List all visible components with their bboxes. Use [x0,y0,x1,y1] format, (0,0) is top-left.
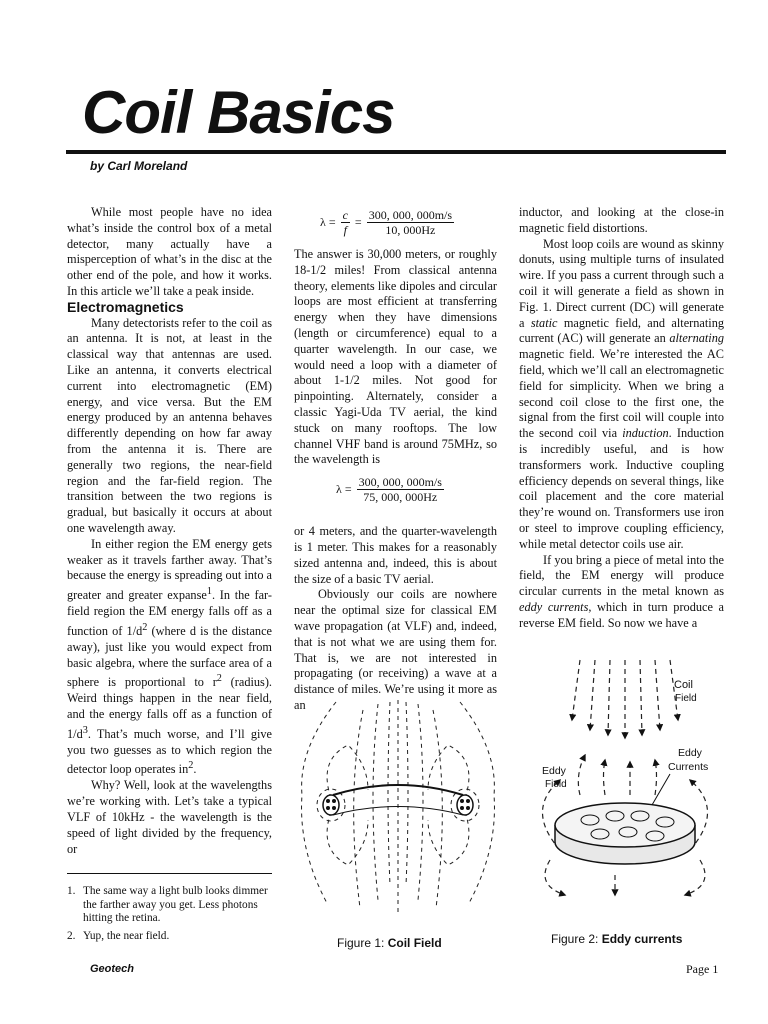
footnote-ref-1: 1 [206,586,212,598]
label-eddy-field-1: Eddy [542,765,566,777]
paragraph-intro: While most people have no idea what’s inside the control box of a metal detector, many actually have a misperception of what’s in the disc at the other end of the pole, and how it works. In this article we’ll take a peak inside. [67,205,272,298]
page-number: Page 1 [686,962,719,976]
label-eddy-currents-2: Currents [668,761,709,773]
paragraph-coils: Obviously our coils are nowhere near the optimal size for classical EM wave propagation (at VLF) and, indeed, that is not what we are using them for. That is, we are not interested in propagating (or receiving) a wave at a distance of miles. We’re using it more as an [294,587,497,712]
figure-2-eddy-currents [520,650,720,930]
paragraph-loop-coils: Most loop coils are wound as skinny donuts, using multiple turns of insulated wire. If you pass a current through such a coil it will generate a field as shown in Fig. 1. Direct current (DC) will generate a static magnetic field, and alternating current (AC) will generate an alternating magnetic field. We’re interested the AC field, which we’ll call an electromagnetic field for simplicity. When we bring a second coil close to the first one, the signal from the first coil will couple into the second coil via induction. Induction is incredibly useful, and is how transformers work. Inductive coupling efficiency depends on several things, like coil placement and the core material they’re wound on. Transformers use iron or steel to improve coupling efficiency, while metal detector coils use air. [519,236,724,551]
article-title: Coil Basics [82,79,395,146]
section-heading-electromagnetics: Electromagnetics [67,298,184,315]
paragraph-eddy: If you bring a piece of metal into the field, the EM energy will produce circular currents in the metal known as eddy currents, which in turn produce a reverse EM field. So now we have a [519,552,724,630]
byline: by Carl Moreland [90,159,188,173]
label-coil: Coil [674,679,693,691]
column-3 [519,205,724,632]
title-rule [66,150,726,154]
equation-wavelength-vlf: λ = $\frac{c}{f}$ = $\frac{300, 000, 000m/s}{10, 000Hz}$ [320,208,453,237]
footer-publisher: Geotech [90,963,135,975]
column-1 [67,205,272,857]
footnote-1: 1. The same way a light bulb looks dimmer the farther away you get. Less photons hitting the retina. [67,885,268,924]
paragraph-antenna: Many detectorists refer to the coil as an antenna. It is not, at least in the classical way that antennas are used. Like an antenna, it converts electrical current into electromagnetic (EM) energy, and vice versa. But the EM energy produced by an antenna behaves differently depending on how far away from the antenna it is. There are generally two regions, the near-field region and the far-field region. The transition between the two regions is gradual, but basically it occurs at about one wavelength away. [67,315,272,535]
label-coil-field: Field [675,693,697,704]
footnotes [67,885,272,947]
figure-1-coil-field [298,690,498,930]
label-eddy-field-2: Field [545,779,567,790]
paragraph-energy: In either region the EM energy gets weaker as it travels farther away. That’s because the energy is spreading out into a greater and greater expanse$^1$. In the far-field region the EM energy falls off as a function of $1/d^2$ (where d is the distance away), just like you would expect from basic algebra, where the surface area of a sphere is proportional to $r^2$ (radius). Weird things happen in the near field, and the energy falls off as a function of $1/d^3$. That’s much worse, and I’ll give you two guesses as to which region the detector loop operates $in^2$. [67,536,273,777]
figure-2-caption: Figure 2: Eddy currents [551,932,683,946]
paragraph-wavelength: Why? Well, look at the wavelengths we’re working with. Let’s take a typical VLF of 10kHz - the wavelength is the speed of light divided by the frequency, or [67,778,272,856]
footnote-2: 2. Yup, the near field. [67,929,170,942]
equation-wavelength-vhf: λ = $\frac{300, 000, 000m/s}{75, 000, 000Hz}$ [336,475,442,504]
paragraph-quarter-wave: or 4 meters, and the quarter-wavelength is 1 meter. This makes for a reasonably sized antenna and, indeed, this is about the size of a basic TV aerial. [294,524,497,586]
figure-1-caption: Figure 1: Coil Field [337,936,442,950]
paragraph-inductor: inductor, and looking at the close-in magnetic field distortions. [519,205,724,235]
paragraph-answer: The answer is 30,000 meters, or roughly 18-1/2 miles! From classical antenna theory, elements like dipoles and circular loops are most efficient at transferring energy when they have dimensions (length or circumference) equal to a quarter wavelength. In our case, we would need a loop with a diameter of about 1-1/2 miles. Not good for pinpointing. Alternately, consider a classic Yagi-Uda TV aerial, the kind stuck on many rooftops. The low channel VHF band is around 75MHz, so the wavelength is [294,247,497,467]
footnote-ref-2: 2 [188,760,194,772]
footnote-rule [67,873,272,874]
label-eddy-currents-1: Eddy [678,747,702,759]
